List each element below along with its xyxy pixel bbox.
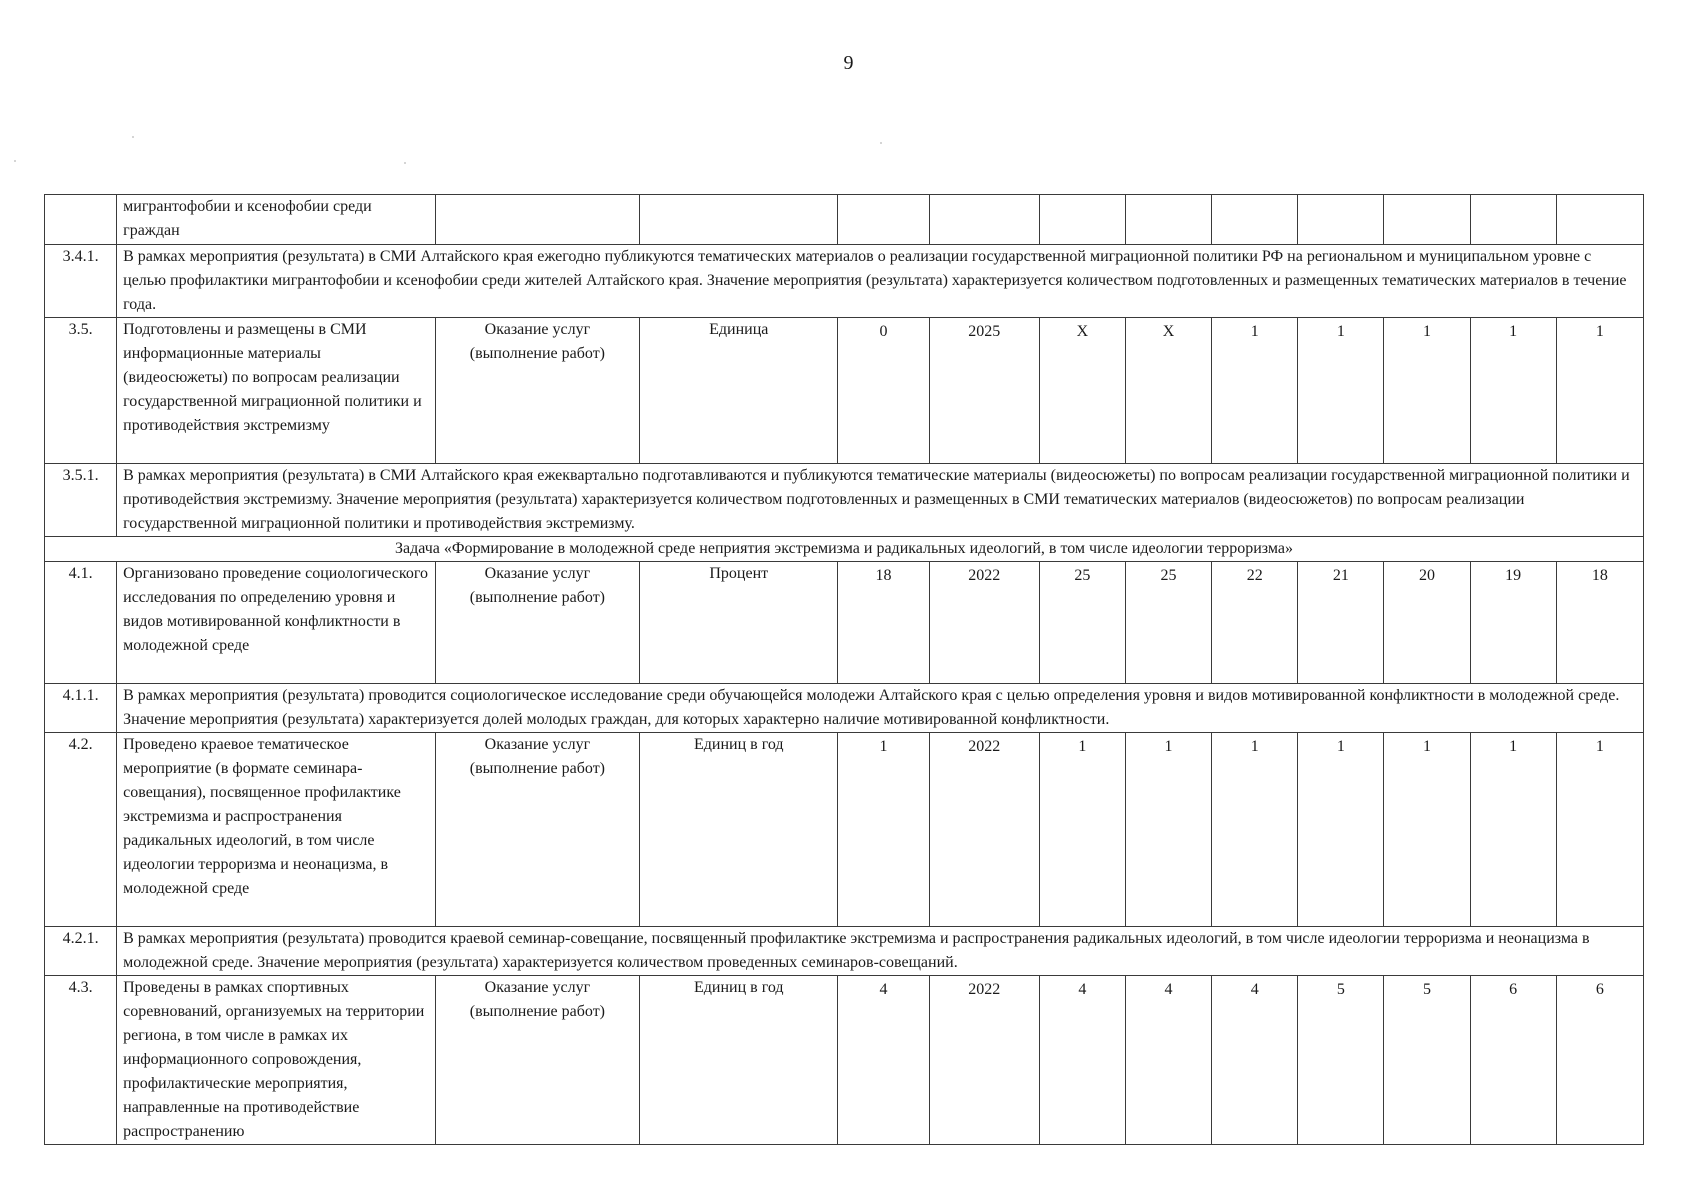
- base-value: 1: [838, 733, 929, 927]
- year-value: 6: [1470, 976, 1556, 1145]
- year-value: 22: [1212, 562, 1298, 684]
- year-value: 5: [1298, 976, 1384, 1145]
- empty-cell: [1384, 195, 1470, 245]
- year-value: 1: [1384, 733, 1470, 927]
- indicator-name: Проведены в рамках спортивных соревнований, организуемых на территории региона, в том числе в рамках их информационного сопровождения, профилактические мероприятия, направленные на противодействие распространению: [117, 976, 436, 1145]
- scan-speck: [132, 136, 134, 138]
- year-value: 6: [1556, 976, 1643, 1145]
- empty-cell: [929, 195, 1039, 245]
- year-value: 18: [1556, 562, 1643, 684]
- year-value: Х: [1039, 318, 1125, 464]
- indicator-name: Проведено краевое тематическое мероприятие (в формате семинара-совещания), посвященное профилактике экстремизма и распространения радикальных идеологий, в том числе идеологии терроризма и неонацизма, в молодежной среде: [117, 733, 436, 927]
- year-value: 19: [1470, 562, 1556, 684]
- base-year: 2022: [929, 976, 1039, 1145]
- table-row: [45, 562, 1644, 684]
- year-value: 1: [1298, 733, 1384, 927]
- year-value: Х: [1125, 318, 1211, 464]
- row-description: В рамках мероприятия (результата) проводится социологическое исследование среди обучающейся молодежи Алтайского края с целью определения уровня и видов мотивированной конфликтности в молодежной среде. Значение мероприятия (результата) характеризуется долей молодых граждан, для которых характерно наличие мотивированной конфликтности.: [117, 684, 1644, 733]
- year-value: 1: [1556, 733, 1643, 927]
- scan-speck: [404, 162, 406, 164]
- year-value: 25: [1039, 562, 1125, 684]
- table-row: [45, 976, 1644, 1145]
- row-number: 3.5.: [45, 318, 117, 464]
- empty-cell: [1125, 195, 1211, 245]
- table-row: [45, 927, 1644, 976]
- row-number: 4.2.: [45, 733, 117, 927]
- base-value: 18: [838, 562, 929, 684]
- base-value: 4: [838, 976, 929, 1145]
- year-value: 4: [1039, 976, 1125, 1145]
- year-value: 1: [1470, 733, 1556, 927]
- scan-speck: [14, 160, 16, 162]
- table-row: [45, 733, 1644, 927]
- scan-speck: [880, 142, 882, 144]
- unit: Процент: [640, 562, 838, 684]
- year-value: 1: [1212, 733, 1298, 927]
- year-value: 1: [1384, 318, 1470, 464]
- base-value: 0: [838, 318, 929, 464]
- row-description: В рамках мероприятия (результата) в СМИ Алтайского края ежеквартально подготавливаются и публикуются тематические материалы (видеосюжеты) по вопросам реализации государственной миграционной политики и противодействия экстремизму. Значение мероприятия (результата) характеризуется количеством подготовленных и размещенных в СМИ тематических материалов (видеосюжетов) по вопросам реализации государственной миграционной политики и противодействия экстремизму.: [117, 464, 1644, 537]
- table-row: [45, 245, 1644, 318]
- year-value: 1: [1556, 318, 1643, 464]
- row-number: [45, 195, 117, 245]
- year-value: 4: [1125, 976, 1211, 1145]
- table-row: [45, 684, 1644, 733]
- empty-cell: [1212, 195, 1298, 245]
- year-value: 5: [1384, 976, 1470, 1145]
- year-value: 1: [1470, 318, 1556, 464]
- year-value: 4: [1212, 976, 1298, 1145]
- task-title: Задача «Формирование в молодежной среде неприятия экстремизма и радикальных идеологий, в том числе идеологии терроризма»: [45, 537, 1644, 562]
- row-number: 3.5.1.: [45, 464, 117, 537]
- task-row: [45, 537, 1644, 562]
- indicator-type: Оказание услуг (выполнение работ): [435, 318, 639, 464]
- row-number: 3.4.1.: [45, 245, 117, 318]
- row-description: В рамках мероприятия (результата) в СМИ Алтайского края ежегодно публикуются тематических материалов о реализации государственной миграционной политики РФ на региональном и муниципальном уровне с целью профилактики мигрантофобии и ксенофобии среди жителей Алтайского края. Значение мероприятия (результата) характеризуется количеством подготовленных и размещенных тематических материалов в течение года.: [117, 245, 1644, 318]
- table-row: [45, 318, 1644, 464]
- empty-cell: [838, 195, 929, 245]
- row-number: 4.1.1.: [45, 684, 117, 733]
- base-year: 2022: [929, 733, 1039, 927]
- indicator-name: Организовано проведение социологического исследования по определению уровня и видов мотивированной конфликтности в молодежной среде: [117, 562, 436, 684]
- page-number: 9: [843, 52, 854, 74]
- empty-cell: [1470, 195, 1556, 245]
- year-value: 1: [1125, 733, 1211, 927]
- row-number: 4.2.1.: [45, 927, 117, 976]
- empty-cell: [640, 195, 838, 245]
- indicator-name: мигрантофобии и ксенофобии среди граждан: [117, 195, 436, 245]
- indicator-name: Подготовлены и размещены в СМИ информационные материалы (видеосюжеты) по вопросам реализации государственной миграционной политики и противодействия экстремизму: [117, 318, 436, 464]
- empty-cell: [1556, 195, 1643, 245]
- year-value: 25: [1125, 562, 1211, 684]
- base-year: 2025: [929, 318, 1039, 464]
- table-row: [45, 195, 1644, 245]
- empty-cell: [1298, 195, 1384, 245]
- empty-cell: [1039, 195, 1125, 245]
- year-value: 1: [1212, 318, 1298, 464]
- indicator-type: Оказание услуг (выполнение работ): [435, 733, 639, 927]
- empty-cell: [435, 195, 639, 245]
- unit: Единиц в год: [640, 976, 838, 1145]
- indicator-type: Оказание услуг (выполнение работ): [435, 976, 639, 1145]
- indicator-type: Оказание услуг (выполнение работ): [435, 562, 639, 684]
- row-description: В рамках мероприятия (результата) проводится краевой семинар-совещание, посвященный профилактике экстремизма и распространения радикальных идеологий, в том числе идеологии терроризма и неонацизма в молодежной среде. Значение мероприятия (результата) характеризуется количеством проведенных семинаров-совещаний.: [117, 927, 1644, 976]
- row-number: 4.1.: [45, 562, 117, 684]
- year-value: 1: [1298, 318, 1384, 464]
- unit: Единица: [640, 318, 838, 464]
- table-row: [45, 464, 1644, 537]
- base-year: 2022: [929, 562, 1039, 684]
- row-number: 4.3.: [45, 976, 117, 1145]
- year-value: 1: [1039, 733, 1125, 927]
- year-value: 21: [1298, 562, 1384, 684]
- year-value: 20: [1384, 562, 1470, 684]
- indicators-table: [44, 194, 1644, 1145]
- unit: Единиц в год: [640, 733, 838, 927]
